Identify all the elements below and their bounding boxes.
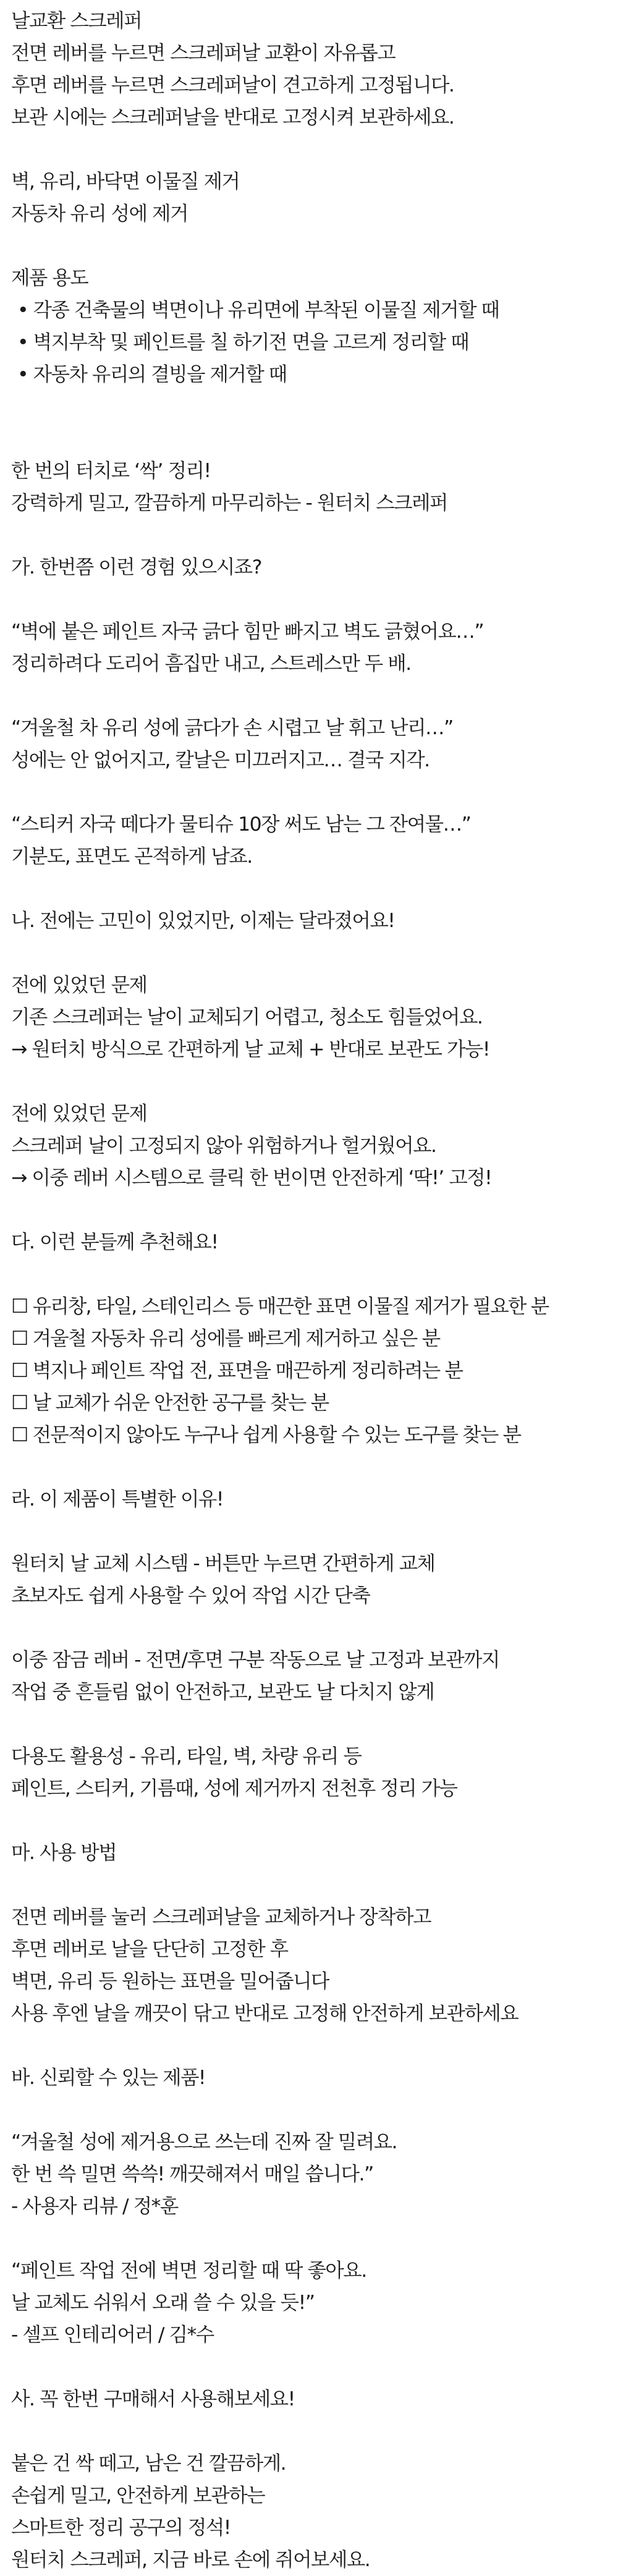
text-line: 벽, 유리, 바닥면 이물질 제거 <box>11 171 240 193</box>
review-text: 날 교체도 쉬워서 오래 쓸 수 있을 듯!” <box>11 2292 315 2314</box>
experience-quote <box>11 712 614 776</box>
step-line: 사용 후엔 날을 깨끗이 닦고 반대로 고정해 안전하게 보관하세요 <box>11 2002 519 2025</box>
headline: 한 번의 터치로 ‘싹’ 정리! <box>11 460 211 482</box>
problem-solution <box>11 1098 614 1194</box>
spacer <box>11 1451 614 1483</box>
step-line: 후면 레버로 날을 단단히 고정한 후 <box>11 1938 288 1960</box>
spacer <box>11 1805 614 1837</box>
spacer <box>11 2030 614 2062</box>
spacer <box>11 1515 614 1548</box>
feature-title: 이중 잠금 레버 - 전면/후면 구분 작동으로 날 고정과 보관까지 <box>11 1649 499 1671</box>
review-author: - 셀프 인테리어러 / 김*수 <box>11 2324 214 2346</box>
text-line: 페인트, 스티커, 기름때, 성에 제거까지 전천후 정리 가능 <box>11 1777 457 1800</box>
step-line: 벽면, 유리 등 원하는 표면을 밀어줍니다 <box>11 1970 329 1993</box>
section-heading: 다. 이런 분들께 추천해요! <box>11 1231 218 1253</box>
closing-line: 스마트한 정리 공구의 정석! <box>11 2517 231 2539</box>
review-item <box>11 2255 614 2351</box>
experience-quote <box>11 808 614 873</box>
text-line: 기존 스크레퍼는 날이 교체되기 어렵고, 청소도 힘들었어요. <box>11 1006 483 1028</box>
review-text: 한 번 쓱 밀면 쓱쓱! 깨끗해져서 매일 씁니다.” <box>11 2163 373 2185</box>
problem-label: 전에 있었던 문제 <box>11 1103 147 1125</box>
bullet-item: • 각종 건축물의 벽면이나 유리면에 부착된 이물질 제거할 때 <box>17 299 499 321</box>
text-line: 초보자도 쉽게 사용할 수 있어 작업 시간 단축 <box>11 1585 370 1607</box>
quote-line: “벽에 붙은 페인트 자국 긁다 힘만 빠지고 벽도 긁혔어요…” <box>11 621 484 643</box>
text-line: 자동차 유리 성에 제거 <box>11 203 188 225</box>
quote-line: “스티커 자국 떼다가 물티슈 10장 써도 남는 그 잔여물…” <box>11 813 471 836</box>
solution-line: → 이중 레버 시스템으로 클릭 한 번이면 안전하게 ‘딱!’ 고정! <box>11 1167 492 1189</box>
text-line: 기분도, 표면도 곤적하게 남죠. <box>11 845 252 868</box>
checklist-item: ☐ 전문적이지 않아도 누구나 쉽게 사용할 수 있는 도구를 찾는 분 <box>11 1424 521 1446</box>
section-heading: 마. 사용 방법 <box>11 1842 117 1864</box>
section-heading: 바. 신뢰할 수 있는 제품! <box>11 2067 206 2089</box>
spacer <box>11 1194 614 1226</box>
section-heading: 라. 이 제품이 특별한 이유! <box>11 1488 223 1510</box>
feature-item <box>11 1740 614 1805</box>
solution-line: → 원터치 방식으로 간편하게 날 교체 + 반대로 보관도 가능! <box>11 1038 489 1061</box>
spacer <box>11 1708 614 1740</box>
section-heading: 가. 한번쯤 이런 경험 있으시죠? <box>11 556 261 578</box>
intro-title: 날교환 스크레퍼 <box>11 10 142 32</box>
closing-line: 손쉽게 밀고, 안전하게 보관하는 <box>11 2485 265 2507</box>
usage-purpose-section <box>11 262 614 391</box>
headline-section <box>11 455 614 519</box>
section-heading: 나. 전에는 고민이 있었지만, 이제는 달라졌어요! <box>11 910 395 932</box>
review-text: “페인트 작업 전에 벽면 정리할 때 딱 좋아요. <box>11 2260 366 2282</box>
text-line: 작업 중 흔들림 없이 안전하고, 보관도 날 다치지 않게 <box>11 1681 434 1703</box>
text-line: 보관 시에는 스크레퍼날을 반대로 고정시켜 보관하세요. <box>11 106 454 129</box>
spacer <box>11 1612 614 1644</box>
review-author: - 사용자 리뷰 / 정*훈 <box>11 2195 178 2218</box>
spacer <box>11 776 614 808</box>
spacer <box>11 1258 614 1290</box>
spacer <box>11 873 614 905</box>
feature-title: 원터치 날 교체 시스템 - 버튼만 누르면 간편하게 교체 <box>11 1553 435 1575</box>
spacer <box>11 133 614 166</box>
spacer <box>11 1869 614 1901</box>
feature-item <box>11 1644 614 1708</box>
review-item <box>11 2126 614 2222</box>
spacer <box>11 1066 614 1098</box>
section-heading: 사. 꼭 한번 구매해서 사용해보세요! <box>11 2388 295 2410</box>
checklist-item: ☐ 겨울철 자동차 유리 성에를 빠르게 제거하고 싶은 분 <box>11 1328 440 1350</box>
spacer <box>11 2222 614 2255</box>
recommendation-list <box>11 1290 614 1451</box>
spacer <box>11 230 614 262</box>
spacer <box>11 2351 614 2383</box>
review-text: “겨울철 성에 제거용으로 쓰는데 진짜 잘 밀려요. <box>11 2131 397 2153</box>
checklist-item: ☐ 벽지나 페인트 작업 전, 표면을 매끈하게 정리하려는 분 <box>11 1360 463 1382</box>
problem-label: 전에 있었던 문제 <box>11 974 147 996</box>
text-line: 성에는 안 없어지고, 칼날은 미끄러지고… 결국 지각. <box>11 749 430 771</box>
spacer <box>11 2415 614 2447</box>
checklist-item: ☐ 날 교체가 쉬운 안전한 공구를 찾는 분 <box>11 1392 329 1414</box>
problem-solution <box>11 969 614 1066</box>
spacer <box>11 519 614 551</box>
spacer <box>11 937 614 969</box>
closing-line: 원터치 스크레퍼, 지금 바로 손에 쥐어보세요. <box>11 2549 370 2571</box>
text-line: 전면 레버를 누르면 스크레퍼날 교환이 자유롭고 <box>11 42 396 64</box>
spacer <box>11 680 614 712</box>
subheadline: 강력하게 밀고, 깔끔하게 마무리하는 - 원터치 스크레퍼 <box>11 492 447 514</box>
spacer <box>11 391 614 455</box>
text-line: 정리하려다 도리어 흠집만 내고, 스트레스만 두 배. <box>11 653 411 675</box>
closing-line: 붙은 건 싹 떼고, 남은 건 깔끔하게. <box>11 2452 286 2475</box>
feature-title: 다용도 활용성 - 유리, 타일, 벽, 차량 유리 등 <box>11 1745 362 1768</box>
intro-section <box>11 5 614 133</box>
features-section <box>11 166 614 230</box>
step-line: 전면 레버를 눌러 스크레퍼날을 교체하거나 장착하고 <box>11 1906 431 1928</box>
section-heading: 제품 용도 <box>11 267 88 289</box>
quote-line: “겨울철 차 유리 성에 긁다가 손 시렵고 날 휘고 난리…” <box>11 717 453 739</box>
text-line: 후면 레버를 누르면 스크레퍼날이 견고하게 고정됩니다. <box>11 74 454 96</box>
checklist-item: ☐ 유리창, 타일, 스테인리스 등 매끈한 표면 이물질 제거가 필요한 분 <box>11 1295 549 1318</box>
bullet-item: • 자동차 유리의 결빙을 제거할 때 <box>17 363 287 386</box>
text-line: 스크레퍼 날이 고정되지 않아 위험하거나 헐거웠어요. <box>11 1135 436 1157</box>
product-description-document <box>11 5 614 2576</box>
spacer <box>11 583 614 616</box>
bullet-item: • 벽지부착 및 페인트를 칠 하기전 면을 고르게 정리할 때 <box>17 331 469 354</box>
experience-quote <box>11 616 614 680</box>
spacer <box>11 2094 614 2126</box>
closing-section <box>11 2447 614 2576</box>
feature-item <box>11 1548 614 1612</box>
usage-steps <box>11 1901 614 2030</box>
